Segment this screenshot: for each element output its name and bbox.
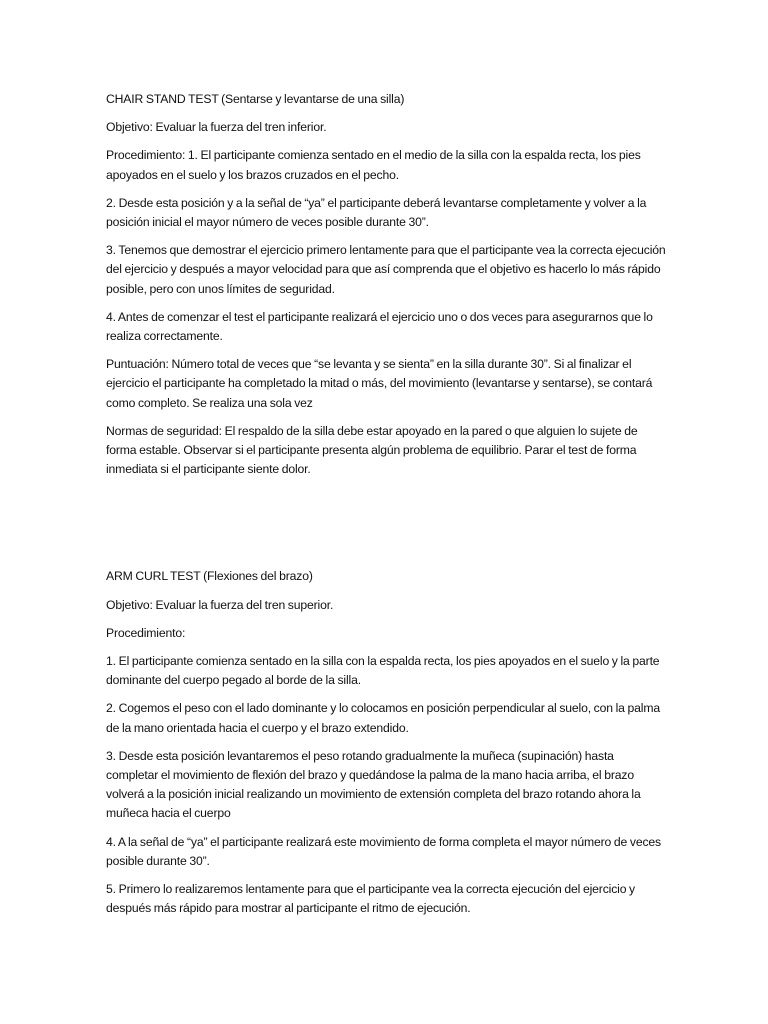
arm-curl-step-3: 3. Desde esta posición levantaremos el peso rotando gradualmente la muñeca (supinación) hasta completar el movimiento de flexión del brazo y quedándose la palma de la mano hacia arriba, el brazo volverá a la posición inicial realizando un movimiento de extensión completa del brazo rotando ahora la muñeca hacia el cuerpo [106,748,641,821]
arm-curl-step-4: 4. A la señal de “ya” el participante realizará este movimiento de forma completa el mayor número de veces posible durante 30”. [106,834,661,868]
arm-curl-step-1: 1. El participante comienza sentado en la silla con la espalda recta, los pies apoyados en el suelo y la parte dominante del cuerpo pegado al borde de la silla. [106,654,660,688]
arm-curl-heading: ARM CURL TEST (Flexiones del brazo) [106,569,313,584]
section-spacer [106,488,666,567]
chair-stand-step-4: 4. Antes de comenzar el test el participante realizará el ejercicio uno o dos veces para asegurarnos que lo realiza correctamente. [106,309,653,344]
chair-stand-step-3: 3. Tenemos que demostrar el ejercicio primero lentamente para que el participante vea la correcta ejecución del ejercicio y después a mayor velocidad para que así comprenda que el objetivo es hacerlo lo más rápido posible, pero con unos límites de seguridad. [106,243,666,296]
document-body [106,90,666,928]
chair-stand-heading: CHAIR STAND TEST (Sentarse y levantarse de una silla) [106,92,405,106]
chair-stand-step-2: 2. Desde esta posición y a la señal de “ya” el participante deberá levantarse completamente y volver a la posición inicial el mayor número de veces posible durante 30”. [106,195,647,230]
arm-curl-step-2: 2. Cogemos el peso con el lado dominante y lo colocamos en posición perpendicular al suelo, con la palma de la mano orientada hacia el cuerpo y el brazo extendido. [106,701,660,735]
arm-curl-objective: Objetivo: Evaluar la fuerza del tren superior. [106,597,334,612]
chair-stand-procedure: Procedimiento: 1. El participante comienza sentado en el medio de la silla con la espalda recta, los pies apoyados en el suelo y los brazos cruzados en el pecho. [106,148,641,182]
arm-curl-procedure-label: Procedimiento: [106,625,186,640]
chair-stand-objective: Objetivo: Evaluar la fuerza del tren inferior. [106,120,327,135]
chair-stand-safety: Normas de seguridad: El respaldo de la silla debe estar apoyado en la pared o que alguien lo sujete de forma estable. Observar si el participante presenta algún problema de equilibrio. Parar el test de forma inmediata si el participante siente dolor. [106,423,638,477]
arm-curl-step-5: 5. Primero lo realizaremos lentamente para que el participante vea la correcta ejecución del ejercicio y después más rápido para mostrar al participante el ritmo de ejecución. [106,882,636,916]
chair-stand-scoring: Puntuación: Número total de veces que “se levanta y se sienta” en la silla durante 30”. Si al finalizar el ejercicio el participante ha completado la mitad o más, del movimiento (levantarse y sentarse), se contará como completo. Se realiza una sola vez [106,357,653,410]
